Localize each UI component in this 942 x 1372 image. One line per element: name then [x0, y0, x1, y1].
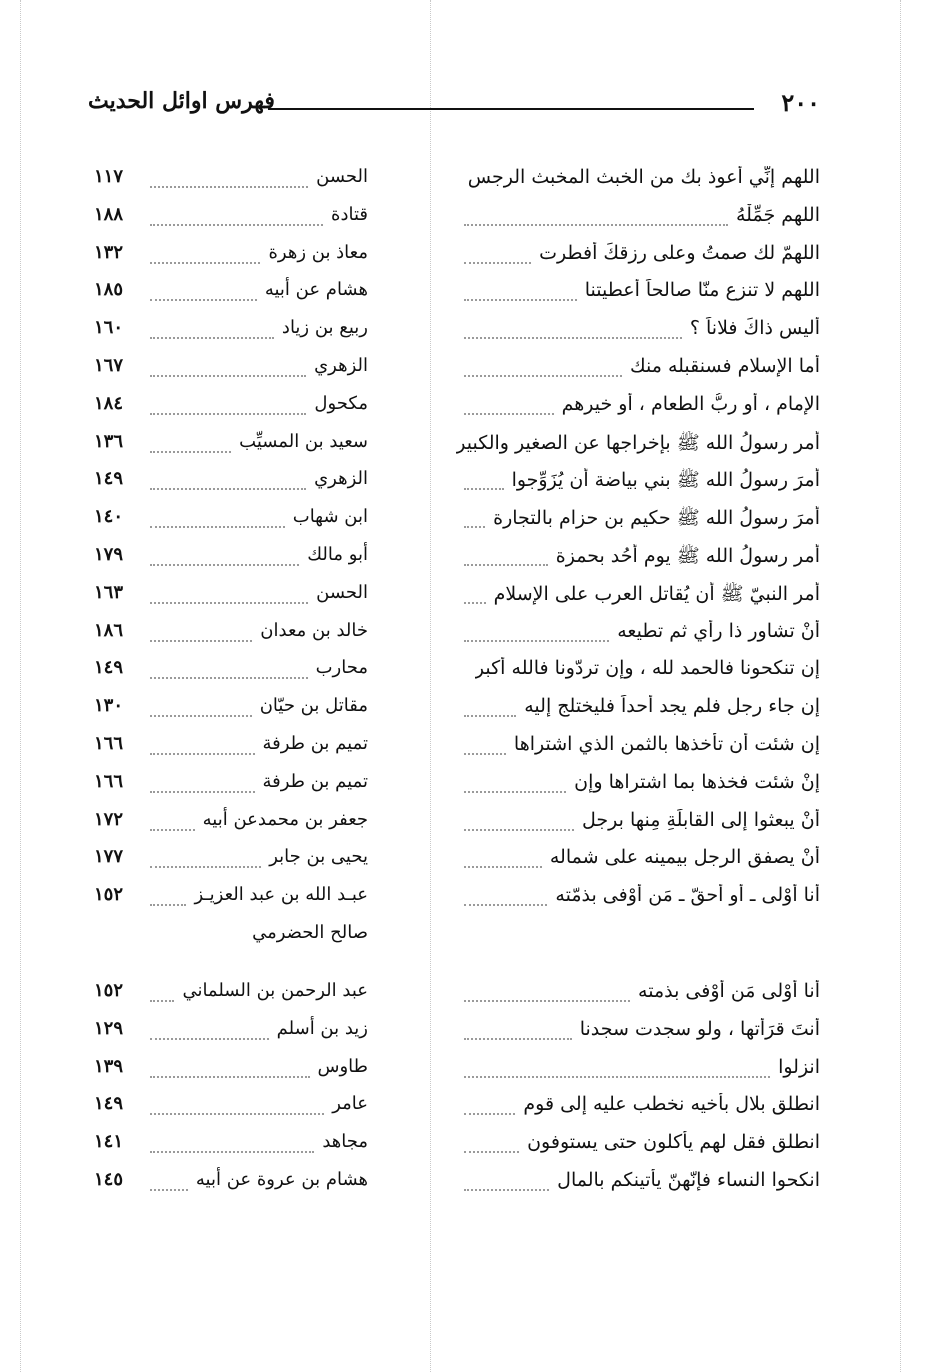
hadith-opening: اللهم جَمِّلْهُ [735, 203, 820, 226]
hadith-opening: انطلق بلال بأخيه نخطب عليه إلى قوم [523, 1093, 820, 1116]
dot-leader [464, 829, 574, 831]
index-entry [88, 311, 820, 349]
dot-leader [150, 451, 231, 453]
hadith-opening: أنا أَوْلى ـ أو أحقّ ـ مَن أَوْفى بذمّته [555, 884, 820, 907]
dot-leader [150, 791, 255, 793]
page-reference: ١٣٢ [94, 241, 124, 263]
dot-leader [464, 526, 485, 528]
page-reference: ١٤٩ [94, 1093, 124, 1115]
hadith-opening: أليس ذاكَ فلاناً ؟ [689, 317, 820, 340]
index-entry [88, 651, 820, 689]
page-reference: ١٤٥ [94, 1168, 124, 1190]
dot-leader [150, 564, 299, 566]
page-reference: ١٥٢ [94, 884, 124, 906]
narrator-name: يحيى بن جابر [269, 846, 368, 868]
hadith-opening: أنْ تشاور ذا رأي ثم تطيعه [617, 619, 820, 642]
dot-leader [464, 866, 542, 868]
page-reference: ١٦٣ [94, 581, 124, 603]
hadith-opening: أمرَ رسولُ الله ﷺ بني بياضة أن يُزَوِّجوا [511, 469, 820, 492]
page-reference: ١٧٢ [94, 808, 124, 830]
index-entry [88, 878, 820, 916]
hadith-opening: إن تنكحونا فالحمد لله ، وإن تردّونا فالله أكبر [474, 657, 820, 680]
index-entry [88, 803, 820, 841]
dot-leader [150, 904, 186, 906]
hadith-opening: اللهمّ لك صمتُ وعلى رزقكَ أفطرت [539, 241, 820, 264]
dot-leader [150, 1151, 314, 1153]
narrator-name: الحسن [316, 166, 368, 187]
dot-leader [464, 299, 577, 301]
index-entry [88, 236, 820, 274]
dot-leader [150, 375, 306, 377]
dot-leader [150, 337, 274, 339]
dot-leader [464, 791, 566, 793]
dot-leader [464, 753, 506, 755]
index-entry [88, 576, 820, 614]
hadith-opening: أمر رسولُ الله ﷺ يوم أُحُد بحمزة [555, 544, 820, 567]
dot-leader [150, 1038, 269, 1040]
index-entry [88, 689, 820, 727]
index-entry [88, 1087, 820, 1125]
narrator-name: الزهري [314, 468, 368, 490]
narrator-name: مجاهد [322, 1131, 368, 1153]
narrator-name: الزهري [314, 354, 368, 376]
index-entry [88, 349, 820, 387]
index-entry [88, 1050, 820, 1088]
index-entry [88, 462, 820, 500]
index-entry [88, 500, 820, 538]
dot-leader [464, 413, 554, 415]
dot-leader [150, 413, 306, 415]
dot-leader [464, 1151, 519, 1153]
dot-leader [150, 677, 308, 679]
page-reference: ١٥٢ [94, 979, 124, 1001]
dot-leader [150, 640, 252, 642]
header-rule [268, 108, 754, 110]
page-reference: ١٤٩ [94, 468, 124, 490]
page-reference: ١٨٥ [94, 279, 124, 301]
scan-noise [900, 0, 901, 1372]
hadith-opening: إن جاء رجل فلم يجد أحداً فليختلج إليه [524, 695, 820, 718]
index-entry [88, 1012, 820, 1050]
index-entry [88, 840, 820, 878]
hadith-opening: الإمام ، أو ربُّ الطعام ، أو خيرهم [561, 392, 820, 415]
page-reference: ١٦٦ [94, 732, 124, 754]
hadith-opening: أنْ يصفق الرجل بيمينه على شماله [549, 846, 820, 869]
hadith-opening: انزلوا [778, 1055, 820, 1078]
hadith-opening: أما الإسلام فسنقبله منك [629, 354, 820, 377]
hadith-opening: أنا أَوْلى مَن أَوْفى بذمته [638, 979, 820, 1002]
hadith-opening: أمر النبيّ ﷺ أن يُقاتل العرب على الإسلام [493, 582, 820, 605]
dot-leader [464, 1000, 630, 1002]
hadith-opening: أمرَ رسولُ الله ﷺ حكيم بن حزام بالتجارة [493, 507, 820, 530]
narrator-name: معاذ بن زهرة [268, 241, 368, 263]
narrator-name: ربيع بن زياد [281, 317, 368, 339]
index-entry [88, 974, 820, 1012]
dot-leader [150, 866, 261, 868]
page-reference: ١٤٠ [94, 506, 124, 528]
dot-leader [150, 488, 306, 490]
hadith-opening: اللهم لا تنزع منّا صالحاً أعطيتنا [584, 279, 820, 302]
dot-leader [464, 375, 622, 377]
narrator-name: جعفر بن محمدعن أبيه [202, 808, 368, 830]
hadith-opening: انطلق فقل لهم يأكلون حتى يستوفون [527, 1131, 820, 1154]
page-reference: ١٦٠ [94, 317, 124, 339]
narrator-name: مقاتل بن حيّان [259, 695, 368, 717]
dot-leader [464, 564, 548, 566]
dot-leader [150, 602, 308, 604]
index-entry [88, 1125, 820, 1163]
index-entry [88, 198, 820, 236]
narrator-name: عامر [332, 1093, 368, 1115]
hadith-opening: إن شئت أن تأخذها بالثمن الذي اشتراها [513, 732, 820, 755]
dot-leader [464, 1076, 770, 1078]
page-reference: ١٤٩ [94, 657, 124, 679]
dot-leader [464, 1038, 572, 1040]
narrator-name: تميم بن طرفة [262, 732, 368, 754]
index-list [88, 160, 820, 1201]
dot-leader [464, 488, 504, 490]
index-entry [88, 614, 820, 652]
hadith-opening: أنْ يبعثوا إلى القابلَةِ مِنها برجل [582, 808, 820, 831]
page-reference: ١٣٩ [94, 1055, 124, 1077]
dot-leader [150, 715, 252, 717]
index-entry [88, 387, 820, 425]
narrator-name: سعيد بن المسيِّب [239, 430, 368, 452]
dot-leader [464, 1189, 549, 1191]
narrator-name: أبو مالك [307, 543, 368, 565]
page-reference: ١٨٨ [94, 203, 124, 225]
index-entry [88, 273, 820, 311]
index-entry [88, 538, 820, 576]
page-reference: ١٢٩ [94, 1017, 124, 1039]
dot-leader [150, 1000, 174, 1002]
hadith-opening: أنتَ قرَأْتها ، ولو سجدت سجدنا [579, 1017, 820, 1040]
dot-leader [150, 1189, 188, 1191]
narrator-name: مكحول [314, 392, 368, 414]
narrator-name: هشام عن أبيه [264, 279, 368, 301]
page-header [88, 88, 820, 128]
narrator-name: طاوس [317, 1055, 368, 1077]
page-reference: ١٣٦ [94, 430, 124, 452]
page-reference: ١٦٦ [94, 770, 124, 792]
dot-leader [150, 224, 323, 226]
dot-leader [464, 224, 728, 226]
scan-noise [20, 0, 21, 1372]
dot-leader [150, 299, 257, 301]
page-reference: ١١٧ [94, 166, 124, 187]
hadith-opening: أمر رسولُ الله ﷺ بإخراجها عن الصغير والكبير [456, 431, 820, 454]
hadith-opening: اللهم إِنِّي أعوذ بك من الخبث المخبث الرجس [467, 166, 820, 188]
page-title: فهرس اوائل الحديث [88, 88, 275, 114]
dot-leader [464, 602, 486, 604]
index-entry [88, 727, 820, 765]
narrator-name: الحسن [316, 581, 368, 603]
narrator-name: عبـد الله بن عبد العزيـز [194, 884, 368, 906]
dot-leader [150, 262, 260, 264]
page-number: ٢٠٠ [781, 88, 820, 117]
narrator-name: ابن شهاب [292, 506, 368, 528]
index-entry [88, 425, 820, 463]
dot-leader [464, 904, 547, 906]
index-entry [88, 765, 820, 803]
dot-leader [150, 1076, 310, 1078]
page-reference: ١٤١ [94, 1131, 124, 1153]
dot-leader [464, 262, 531, 264]
dot-leader [150, 186, 308, 188]
narrator-name: صالح الحضرمي [252, 921, 368, 943]
narrator-name: تميم بن طرفة [262, 770, 368, 792]
index-entry [88, 916, 820, 974]
index-entry [88, 1163, 820, 1201]
page-reference: ١٨٤ [94, 392, 124, 414]
page-reference: ١٧٩ [94, 543, 124, 565]
dot-leader [464, 640, 609, 642]
dot-leader [464, 337, 682, 339]
narrator-name: محارب [315, 657, 368, 679]
dot-leader [464, 1113, 515, 1115]
page-reference: ١٧٧ [94, 846, 124, 868]
dot-leader [150, 1113, 324, 1115]
narrator-name: خالد بن معدان [260, 619, 368, 641]
dot-leader [150, 526, 285, 528]
narrator-name: زيد بن أسلم [276, 1017, 368, 1039]
page-reference: ١٣٠ [94, 695, 124, 717]
dot-leader [150, 829, 195, 831]
hadith-opening: انكحوا النساء فإنّهنّ يأتينكم بالمال [557, 1168, 820, 1191]
page-reference: ١٨٦ [94, 619, 124, 641]
page-reference: ١٦٧ [94, 354, 124, 376]
dot-leader [150, 753, 255, 755]
hadith-opening: إنْ شئت فخذها بما اشتراها وإن [574, 770, 820, 793]
index-entry [88, 160, 820, 198]
dot-leader [464, 715, 516, 717]
narrator-name: عبد الرحمن بن السلماني [182, 979, 368, 1001]
narrator-name: قتادة [331, 203, 368, 225]
narrator-name: هشام بن عروة عن أبيه [195, 1168, 368, 1190]
